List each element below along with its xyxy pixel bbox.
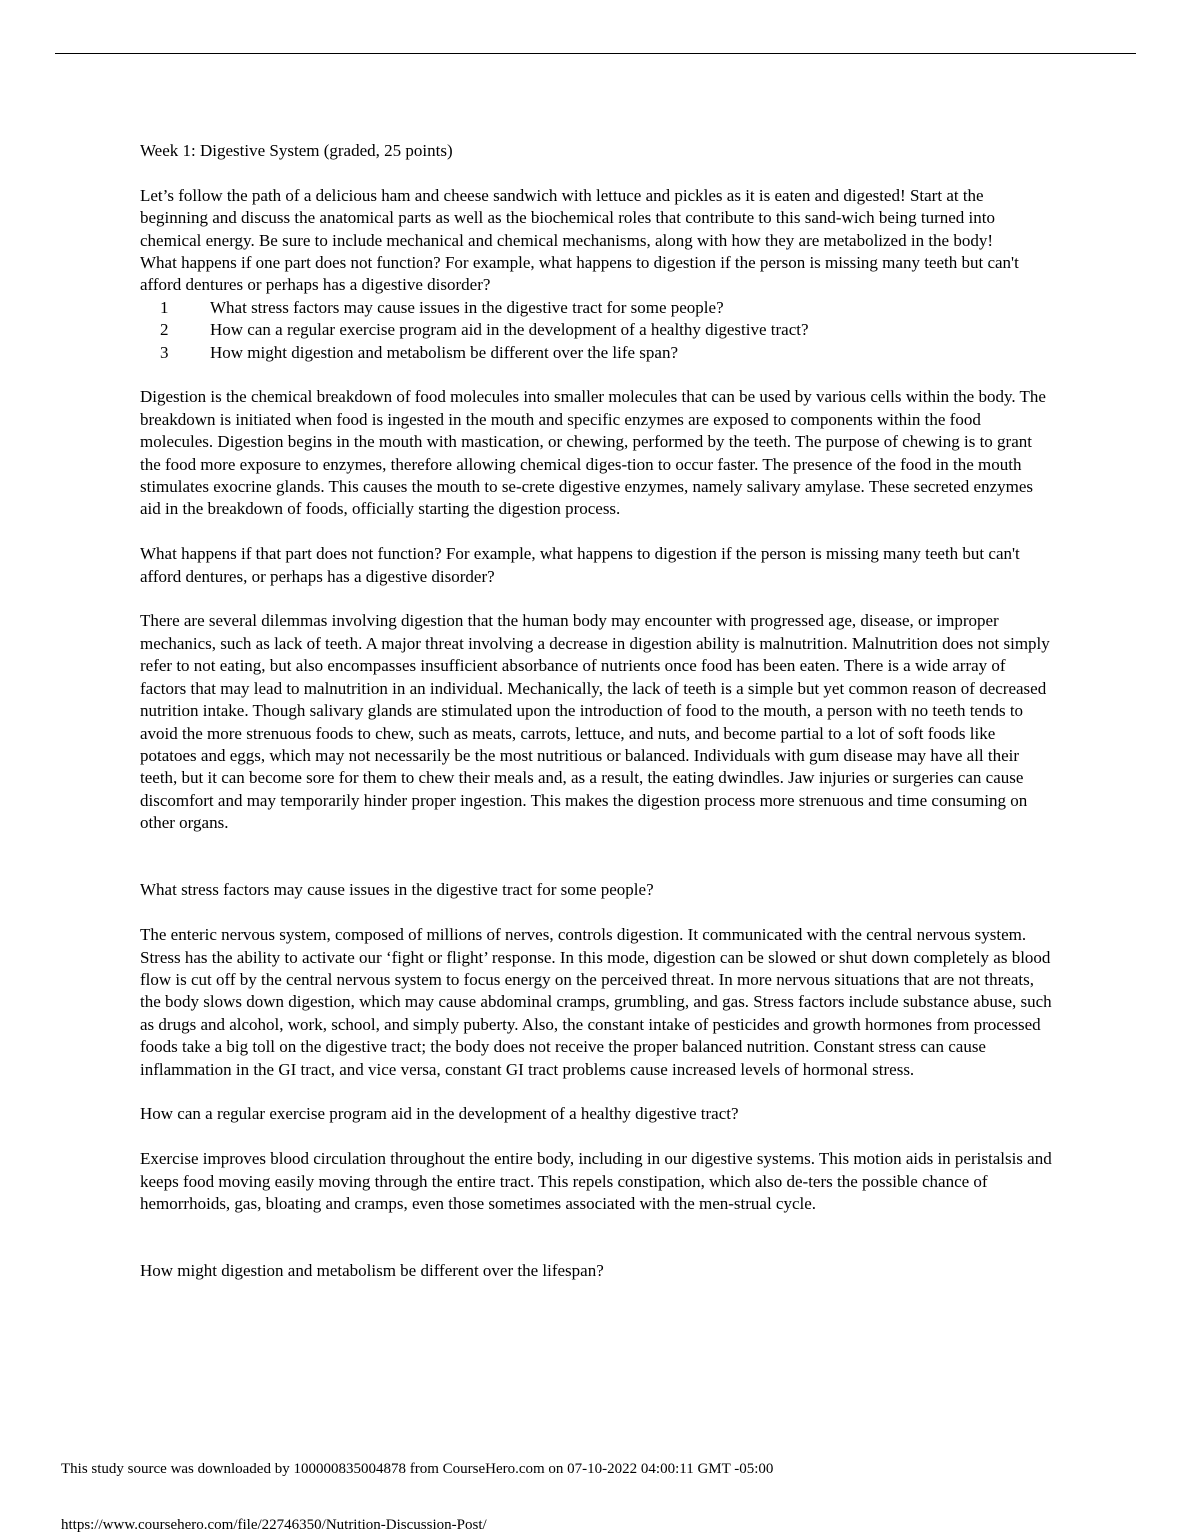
header-rule: [55, 53, 1136, 54]
answer-function: There are several dilemmas involving digestion that the human body may encounter with progressed age, disease, or improper mechanics, such as lack of teeth. A major threat involving a decrease in digestion ability is malnutrition. Malnutrition does not simply refer to not eating, but also encompasses insufficient absorbance of nutrients once food has been eaten. There is a wide array of factors that may lead to malnutrition in an individual. Mechanically, the lack of teeth is a simple but yet common reason of decreased nutrition intake. Though salivary glands are stimulated upon the introduction of food to the mouth, a person with no teeth tends to avoid the more strenuous foods to chew, such as meats, carrots, lettuce, and nuts, and become partial to a lot of soft foods like potatoes and eggs, which may not necessarily be the most nutritious or balanced. Individuals with gum disease may have all their teeth, but it can become sore for them to chew their meals and, as a result, the eating dwindles. Jaw injuries or surgeries can cause discomfort and may temporarily hinder proper ingestion. This makes the digestion process more strenuous and time consuming on other organs.: [140, 611, 1050, 833]
answer-exercise: Exercise improves blood circulation throughout the entire body, including in our digestive systems. This motion aids in peristalsis and keeps food moving easily moving through the entire tract. This repels constipation, which also de-ters the possible chance of hemorrhoids, gas, bloating and cramps, even those sometimes associated with the men-strual cycle.: [140, 1149, 1052, 1213]
question-text: How can a regular exercise program aid in the development of a healthy digestive tract?: [210, 320, 809, 340]
document-title: Week 1: Digestive System (graded, 25 points): [140, 141, 453, 160]
question-stress: What stress factors may cause issues in the digestive tract for some people?: [140, 880, 654, 900]
question-function: What happens if that part does not function? For example, what happens to digestion if the person is missing many teeth but can't afford dentures, or perhaps has a digestive disorder?: [140, 544, 1020, 586]
prompt-paragraph-2: What happens if one part does not function? For example, what happens to digestion if the person is missing many teeth but can't afford dentures or perhaps has a digestive disorder?: [140, 253, 1019, 295]
question-text: What stress factors may cause issues in the digestive tract for some people?: [210, 297, 724, 317]
answer-stress: The enteric nervous system, composed of millions of nerves, controls digestion. It communicated with the central nervous system. Stress has the ability to activate our ‘fight or flight’ response. In this mode, digestion can be slowed or shut down completely as blood flow is cut off by the central nervous system to focus energy on the perceived threat. In more nervous situations that are not threats, the body slows down digestion, which may cause abdominal cramps, grumbling, and gas. Stress factors include substance abuse, such as drugs and alcohol, work, school, and simply puberty. Also, the constant intake of pesticides and growth hormones from processed foods take a big toll on the digestive tract; the body does not receive the proper balanced nutrition. Constant stress can cause inflammation in the GI tract, and vice versa, constant GI tract problems cause increased levels of hormonal stress.: [140, 925, 1052, 1079]
question-item: [140, 297, 1052, 319]
prompt-paragraph-1: Let’s follow the path of a delicious ham and cheese sandwich with lettuce and pickles as it is eaten and digested! Start at the beginning and discuss the anatomical parts as well as the biochemical roles that contribute to this sand-wich being turned into chemical energy. Be sure to include mechanical and chemical mechanisms, along with how they are metabolized in the body!: [140, 185, 995, 250]
question-item: [140, 319, 1052, 341]
answer-digestion: Digestion is the chemical breakdown of food molecules into smaller molecules that can be used by various cells within the body. The breakdown is initiated when food is ingested in the mouth and specific enzymes are exposed to components within the food molecules. Digestion begins in the mouth with mastication, or chewing, performed by the teeth. The purpose of chewing is to grant the food more exposure to enzymes, therefore allowing chemical diges-tion to occur faster. The presence of the food in the mouth stimulates exocrine glands. This causes the mouth to se-crete digestive enzymes, namely salivary amylase. These secreted enzymes aid in the breakdown of foods, officially starting the digestion process.: [140, 387, 1046, 519]
document-body: [140, 140, 1052, 1283]
source-url: https://www.coursehero.com/file/22746350/Nutrition-Discussion-Post/: [61, 1517, 487, 1533]
question-list: [140, 297, 1052, 364]
question-exercise: How can a regular exercise program aid in the development of a healthy digestive tract?: [140, 1104, 739, 1124]
question-item: [140, 342, 1052, 364]
question-number: 3: [160, 342, 169, 362]
download-notice: This study source was downloaded by 100000835004878 from CourseHero.com on 07-10-2022 04:00:11 GMT -05:00: [61, 1461, 774, 1477]
question-lifespan: How might digestion and metabolism be different over the lifespan?: [140, 1261, 604, 1281]
question-text: How might digestion and metabolism be different over the life span?: [210, 342, 679, 362]
question-number: 2: [160, 320, 169, 340]
question-number: 1: [160, 297, 169, 317]
